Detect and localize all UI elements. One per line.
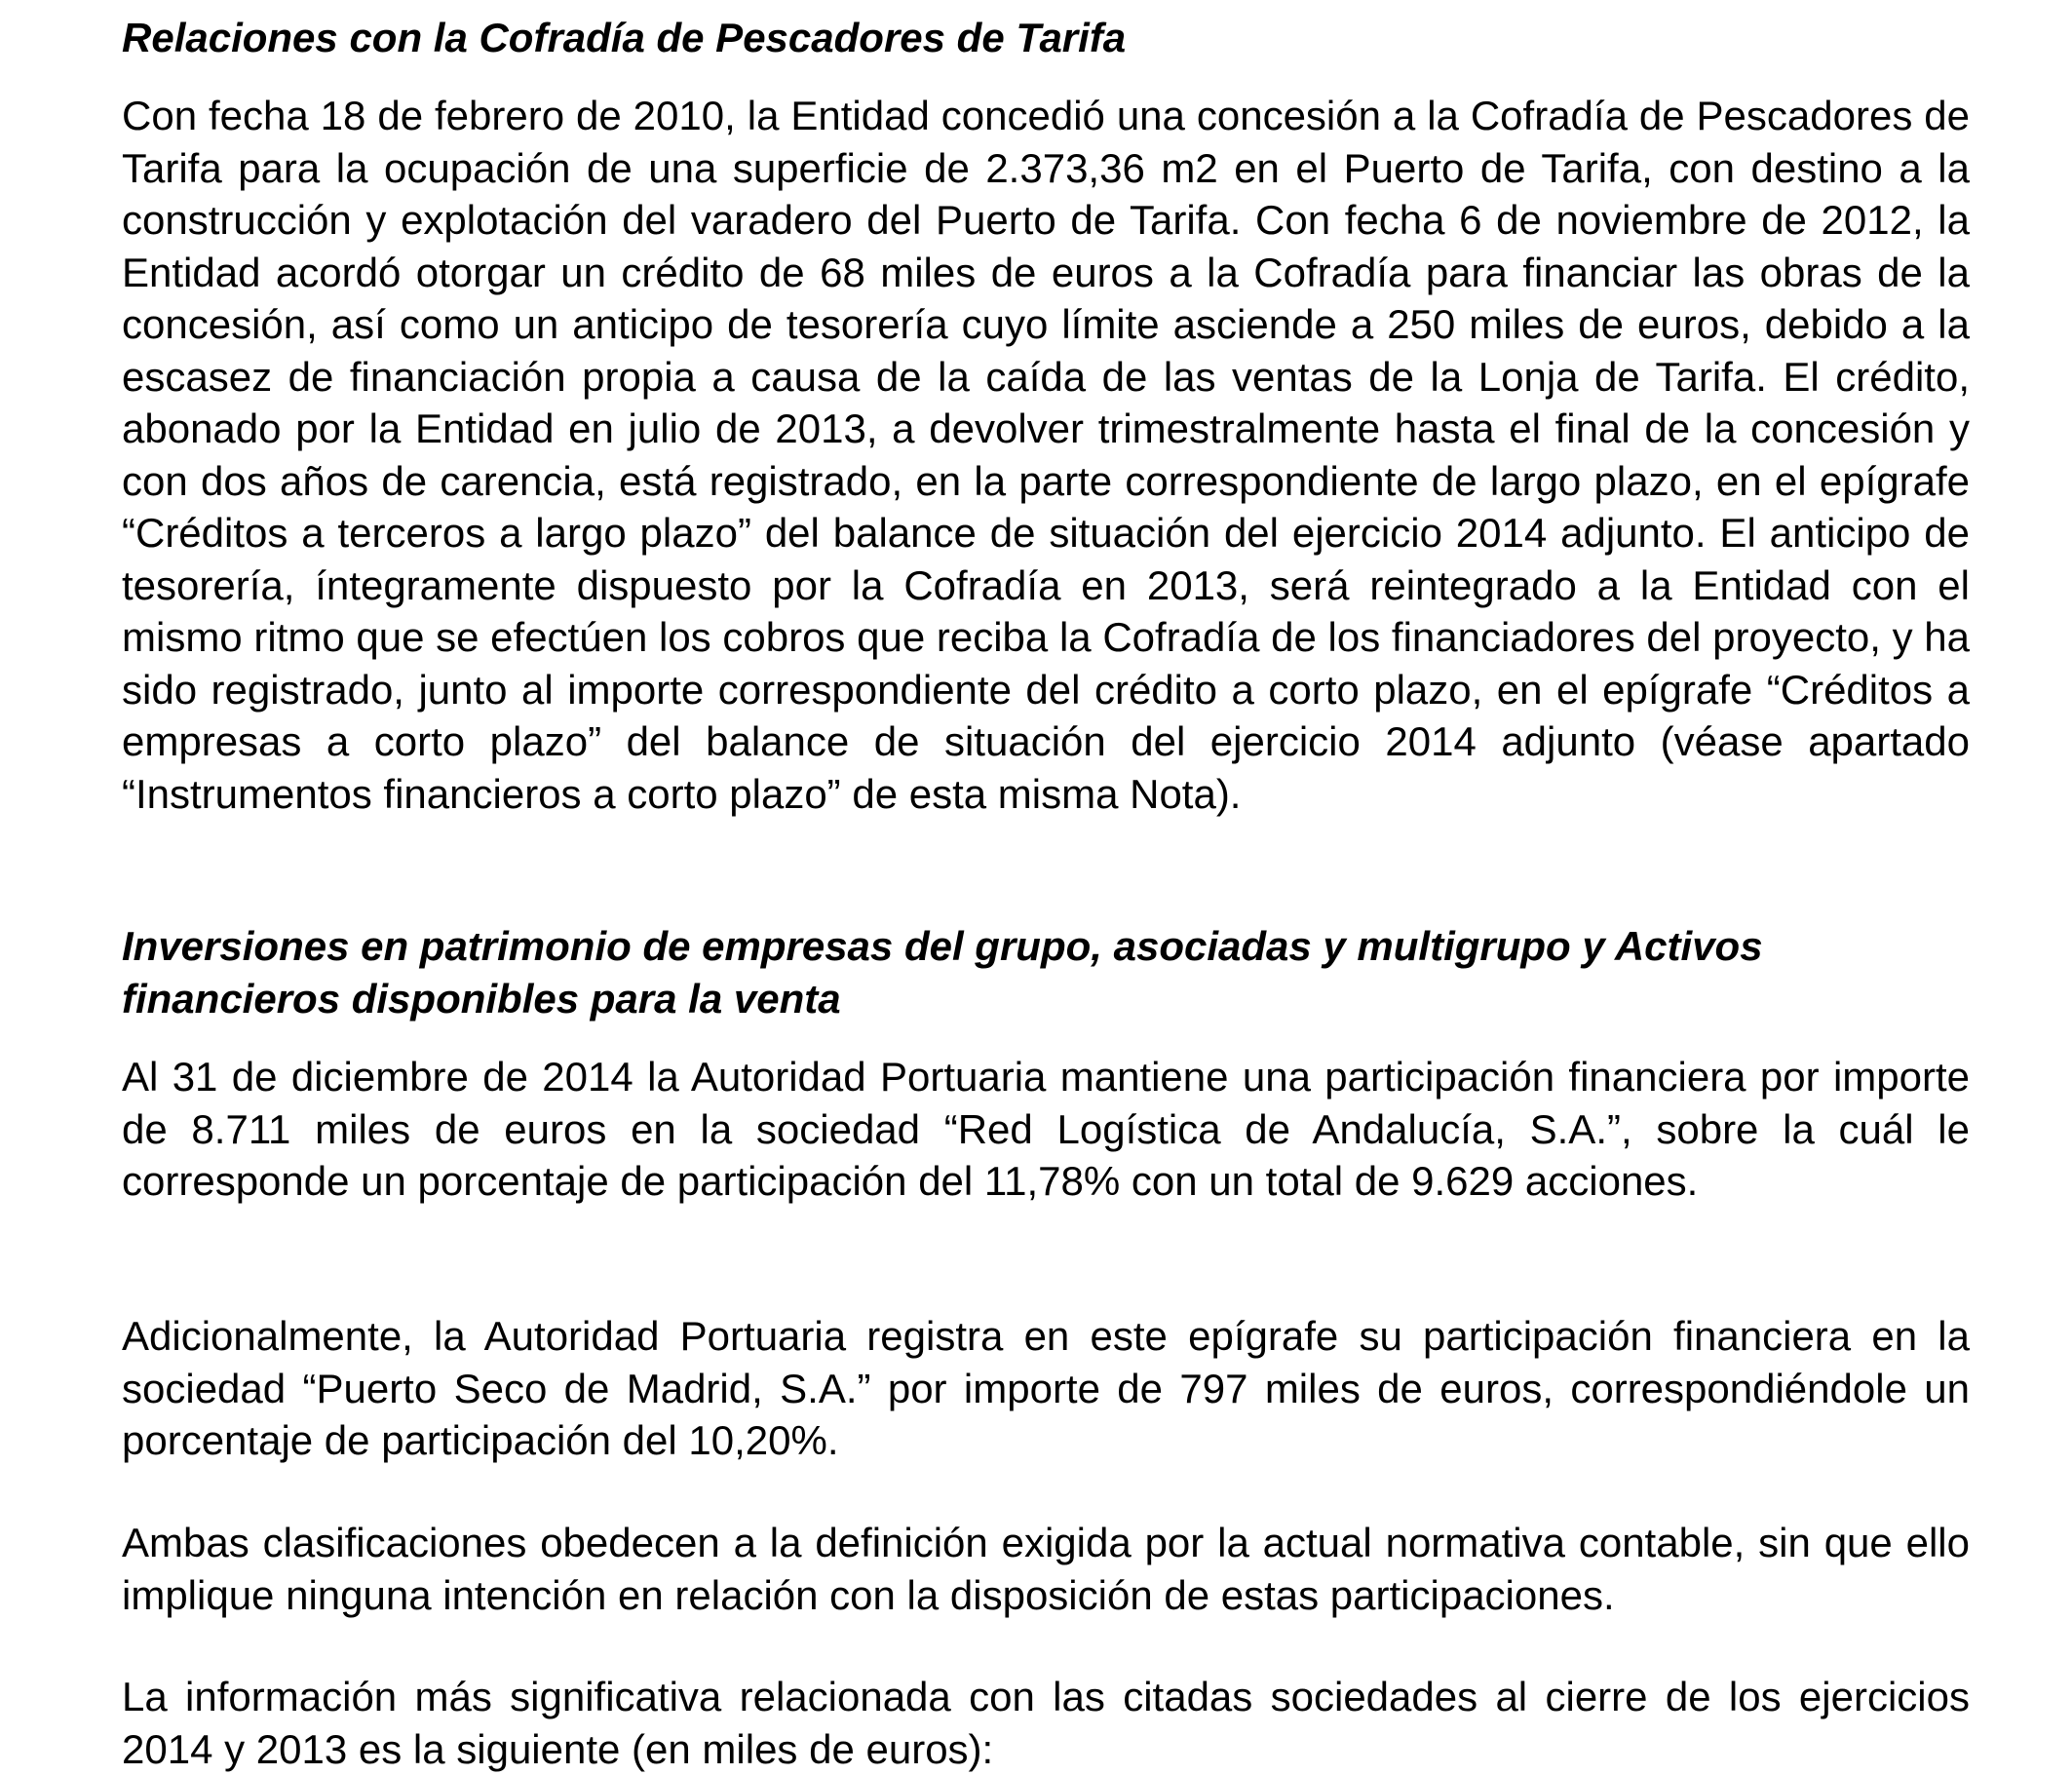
section-heading-cofradia: Relaciones con la Cofradía de Pescadores de Tarifa: [122, 15, 1127, 60]
paragraph-clasificaciones: Ambas clasificaciones obedecen a la definición exigida por la actual normativa contable, sin que ello implique ninguna intención en relación con la disposición de estas participaciones.: [122, 1520, 1970, 1618]
paragraph-informacion: La información más significativa relacionada con las citadas sociedades al cierre de los ejercicios 2014 y 2013 es la siguiente (en miles de euros):: [122, 1674, 1970, 1772]
paragraph-puerto-seco: Adicionalmente, la Autoridad Portuaria registra en este epígrafe su participación financiera en la sociedad “Puerto Seco de Madrid, S.A.” por importe de 797 miles de euros, correspondiéndole un porcentaje de participación del 10,20%.: [122, 1313, 1970, 1463]
section-heading-inversiones: Inversiones en patrimonio de empresas del grupo, asociadas y multigrupo y Activos financieros disponibles para la venta: [122, 923, 1763, 1022]
paragraph-red-logistica: Al 31 de diciembre de 2014 la Autoridad Portuaria mantiene una participación financiera por importe de 8.711 miles de euros en la sociedad “Red Logística de Andalucía, S.A.”, sobre la cuál le corresponde un porcentaje de participación del 11,78% con un total de 9.629 acciones.: [122, 1054, 1970, 1204]
paragraph-cofradia: Con fecha 18 de febrero de 2010, la Entidad concedió una concesión a la Cofradía de Pescadores de Tarifa para la ocupación de una superficie de 2.373,36 m2 en el Puerto de Tarifa, con destino a la construcción y explotación del varadero del Puerto de Tarifa. Con fecha 6 de noviembre de 2012, la Entidad acordó otorgar un crédito de 68 miles de euros a la Cofradía para financiar las obras de la concesión, así como un anticipo de tesorería cuyo límite asciende a 250 miles de euros, debido a la escasez de financiación propia a causa de la caída de las ventas de la Lonja de Tarifa. El crédito, abonado por la Entidad en julio de 2013, a devolver trimestralmente hasta el final de la concesión y con dos años de carencia, está registrado, en la parte correspondiente de largo plazo, en el epígrafe “Créditos a terceros a largo plazo” del balance de situación del ejercicio 2014 adjunto. El anticipo de tesorería, íntegramente dispuesto por la Cofradía en 2013, será reintegrado a la Entidad con el mismo ritmo que se efectúen los cobros que reciba la Cofradía de los financiadores del proyecto, y ha sido registrado, junto al importe correspondiente del crédito a corto plazo, en el epígrafe “Créditos a empresas a corto plazo” del balance de situación del ejercicio 2014 adjunto (véase apartado “Instrumentos financieros a corto plazo” de esta misma Nota).: [122, 93, 1970, 817]
